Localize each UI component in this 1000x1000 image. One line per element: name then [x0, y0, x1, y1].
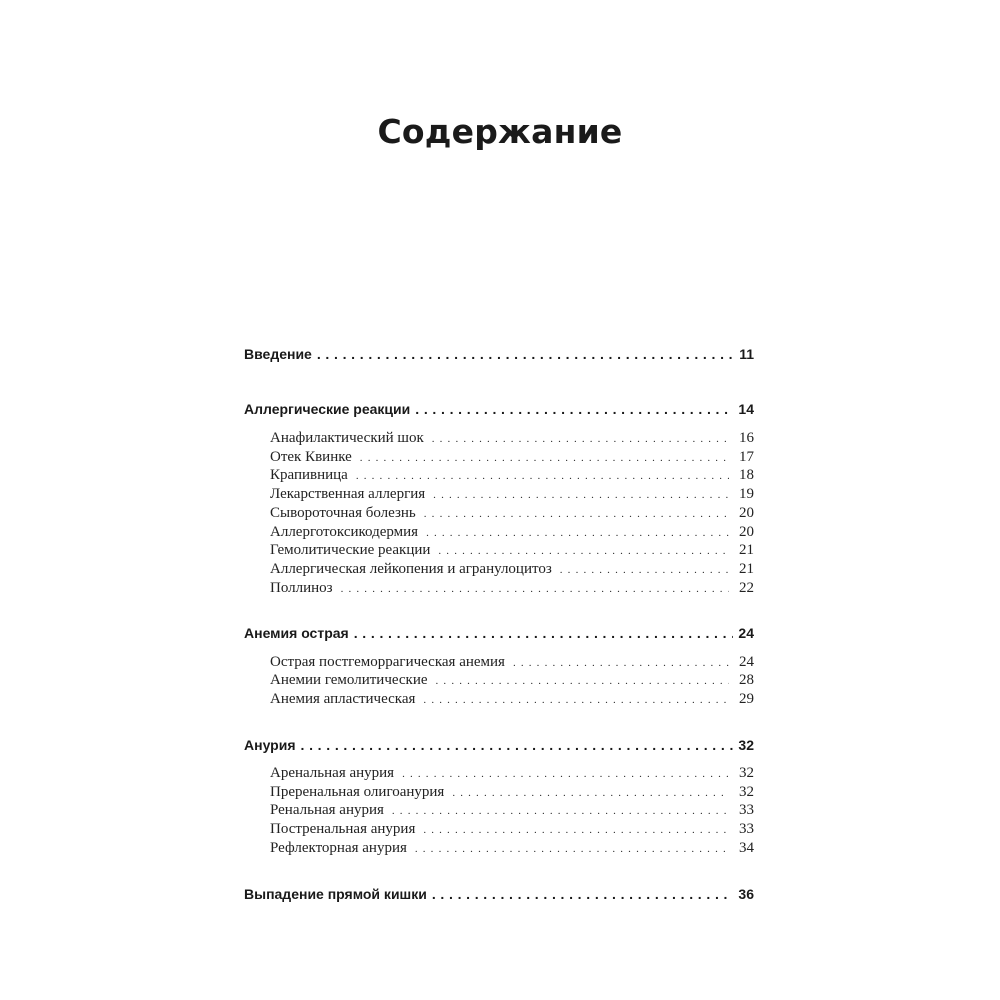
toc-item-label: Поллиноз: [270, 580, 333, 596]
toc-item[interactable]: [244, 561, 754, 578]
toc-item[interactable]: [244, 784, 754, 801]
dot-leader: [424, 505, 729, 522]
toc-page-number: 34: [739, 840, 754, 856]
toc-item-label: Лекарственная аллергия: [270, 486, 426, 502]
toc-chapter-anuria[interactable]: [244, 737, 754, 753]
toc-item-label: Постренальная анурия: [270, 821, 416, 837]
toc-chapter-label: Анурия: [244, 737, 296, 753]
toc-page-number: 24: [739, 654, 754, 670]
toc-item[interactable]: [244, 486, 754, 503]
toc-page-number: 32: [739, 784, 754, 800]
toc-item-label: Крапивница: [270, 467, 348, 483]
toc-page-number: 33: [739, 821, 754, 837]
toc-item[interactable]: [244, 654, 754, 671]
toc-page-number: 20: [739, 505, 754, 521]
toc-page-number: 14: [738, 401, 754, 417]
toc-item-label: Аллерготоксикодермия: [270, 524, 419, 540]
toc-item[interactable]: [244, 449, 754, 466]
toc-item-label: Анемия апластическая: [270, 691, 416, 707]
toc-chapter-label: Аллергические реакции: [244, 401, 411, 417]
toc-item[interactable]: [244, 840, 754, 857]
dot-leader: [560, 561, 729, 578]
page-title: Содержание: [377, 112, 623, 151]
toc-page-number: 32: [738, 737, 754, 753]
toc-item-label: Аренальная анурия: [270, 765, 395, 781]
dot-leader: [392, 802, 729, 819]
toc-item-label: Отек Квинке: [270, 449, 352, 465]
dot-leader: [438, 542, 729, 559]
toc-chapter-intro[interactable]: [244, 346, 754, 362]
dot-leader: [360, 449, 729, 466]
toc-item[interactable]: [244, 691, 754, 708]
toc-item-label: Острая постгеморрагическая анемия: [270, 654, 505, 670]
toc-page-number: 24: [738, 625, 754, 641]
toc-item[interactable]: [244, 802, 754, 819]
toc-page-number: 36: [738, 886, 754, 902]
dot-leader: [354, 625, 734, 641]
dot-leader: [432, 886, 734, 902]
dot-leader: [423, 691, 729, 708]
toc-item[interactable]: [244, 580, 754, 597]
toc-page-number: 20: [739, 524, 754, 540]
toc-item-label: Преренальная олигоанурия: [270, 784, 445, 800]
dot-leader: [452, 784, 729, 801]
toc-item[interactable]: [244, 430, 754, 447]
toc-item[interactable]: [244, 524, 754, 541]
toc-page-number: 17: [739, 449, 754, 465]
toc-item[interactable]: [244, 765, 754, 782]
toc-chapter-label: Анемия острая: [244, 625, 349, 641]
toc-chapter-rectal-prolapse[interactable]: [244, 886, 754, 902]
dot-leader: [341, 580, 729, 597]
dot-leader: [415, 401, 733, 417]
dot-leader: [317, 346, 734, 362]
toc-item-label: Рефлекторная анурия: [270, 840, 407, 856]
dot-leader: [432, 430, 729, 447]
toc-chapter-label: Введение: [244, 346, 312, 362]
toc-chapter-label: Выпадение прямой кишки: [244, 886, 427, 902]
toc-item-label: Анафилактический шок: [270, 430, 424, 446]
toc-page-number: 19: [739, 486, 754, 502]
toc-item[interactable]: [244, 467, 754, 484]
toc-page-number: 11: [739, 346, 754, 362]
toc-page-number: 21: [739, 542, 754, 558]
toc-page-number: 18: [739, 467, 754, 483]
dot-leader: [433, 486, 729, 503]
dot-leader: [513, 654, 729, 671]
dot-leader: [301, 737, 734, 753]
toc-item-label: Ренальная анурия: [270, 802, 384, 818]
toc-page-number: 29: [739, 691, 754, 707]
dot-leader: [415, 840, 729, 857]
toc-page-number: 16: [739, 430, 754, 446]
toc-item-label: Аллергическая лейкопения и агранулоцитоз: [270, 561, 552, 577]
toc-chapter-anemia[interactable]: [244, 625, 754, 641]
toc-item[interactable]: [244, 821, 754, 838]
toc-item[interactable]: [244, 505, 754, 522]
toc-item[interactable]: [244, 542, 754, 559]
toc-page-number: 21: [739, 561, 754, 577]
dot-leader: [426, 524, 729, 541]
dot-leader: [423, 821, 729, 838]
toc-item-label: Гемолитические реакции: [270, 542, 431, 558]
toc-item-label: Анемии гемолитические: [270, 672, 428, 688]
dot-leader: [436, 672, 729, 689]
toc-item-label: Сывороточная болезнь: [270, 505, 416, 521]
toc-page-number: 33: [739, 802, 754, 818]
toc-page-number: 22: [739, 580, 754, 596]
toc-page-number: 28: [739, 672, 754, 688]
toc-item[interactable]: [244, 672, 754, 689]
toc-chapter-allergic-reactions[interactable]: [244, 401, 754, 417]
dot-leader: [356, 467, 729, 484]
toc-page-number: 32: [739, 765, 754, 781]
dot-leader: [402, 765, 729, 782]
